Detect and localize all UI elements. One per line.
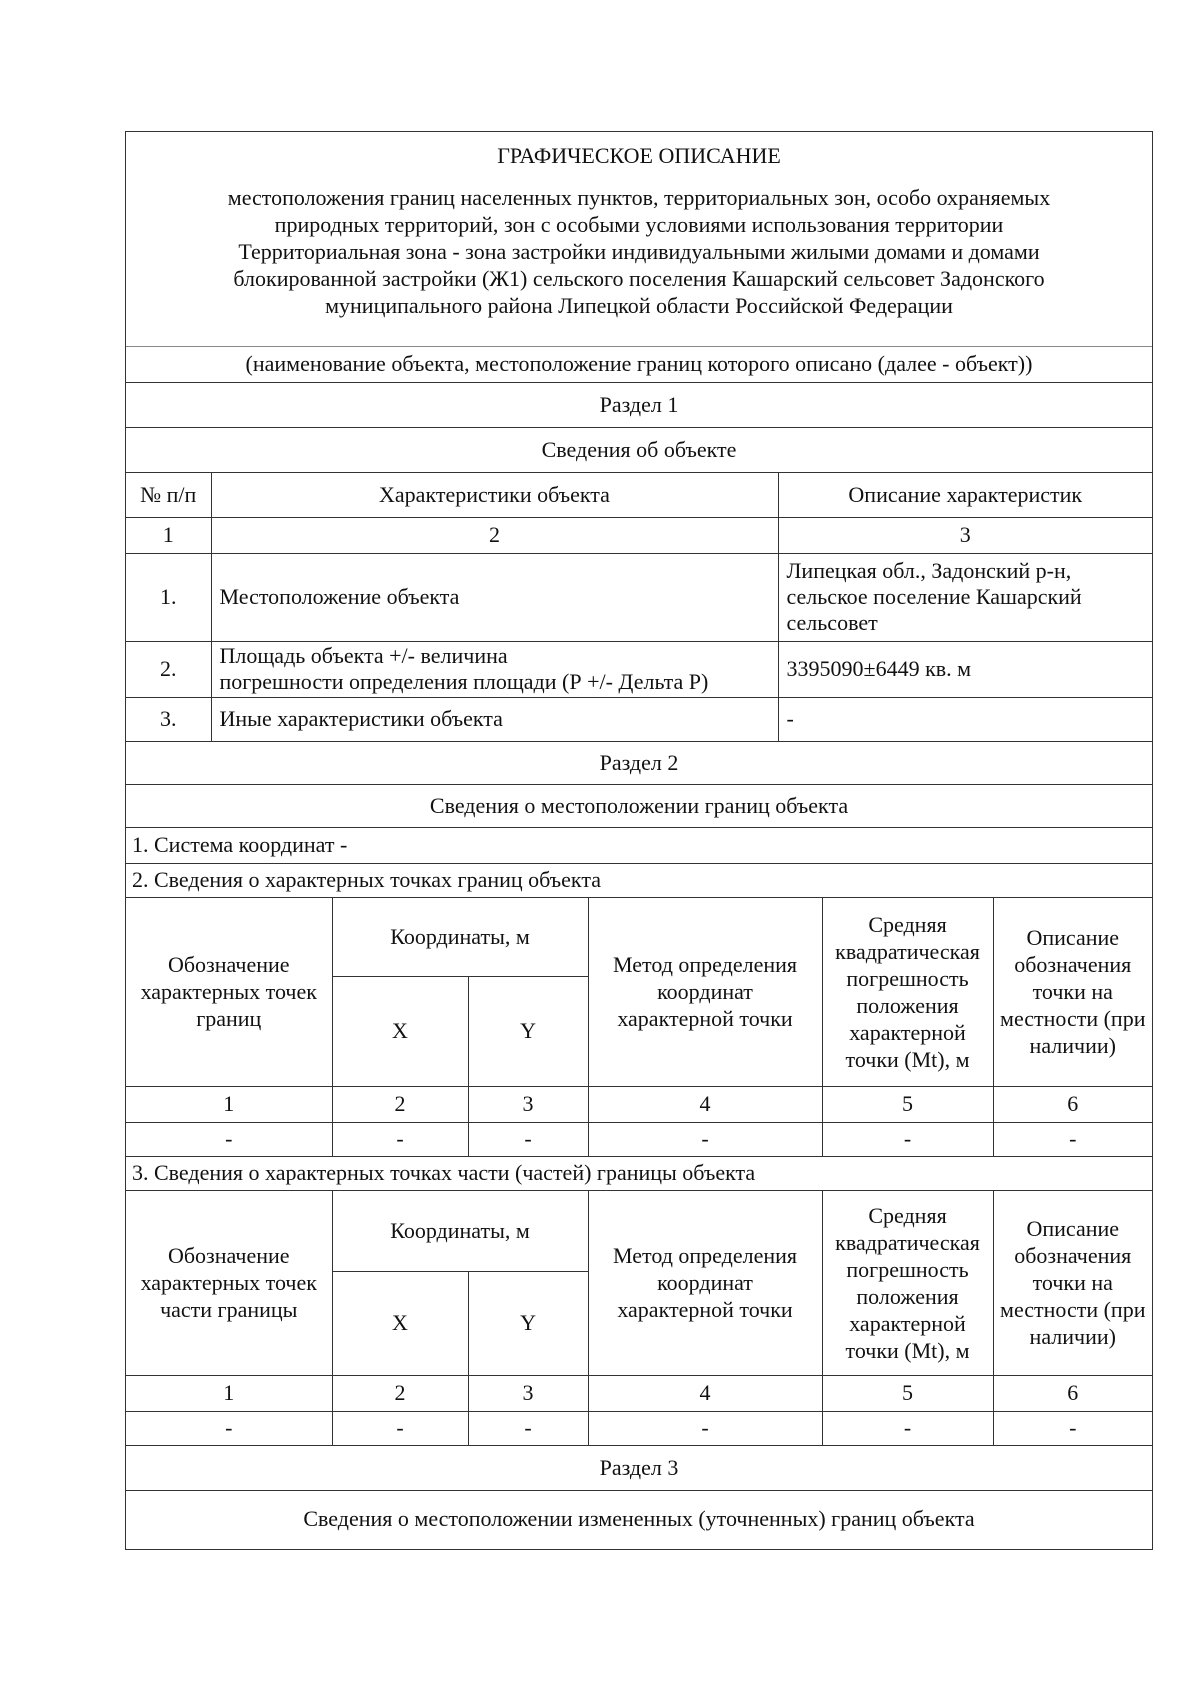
table-cell: - bbox=[588, 1122, 822, 1156]
header-y: Y bbox=[468, 976, 588, 1086]
object-info-table-wrap bbox=[126, 473, 1152, 742]
table-cell: - bbox=[126, 1411, 332, 1445]
column-number: 2 bbox=[332, 1375, 468, 1411]
header-point-location-description: Описание обозначения точки на местности (при наличии) bbox=[993, 898, 1152, 1086]
header-coordinates: Координаты, м bbox=[332, 1191, 588, 1271]
column-number: 3 bbox=[778, 517, 1152, 553]
column-number: 5 bbox=[822, 1375, 993, 1411]
table-cell: - bbox=[993, 1411, 1152, 1445]
object-description-line: Территориальная зона - зона застройки индивидуальными жилыми домами и домами bbox=[238, 239, 1040, 264]
section-3-title: Раздел 3 bbox=[126, 1446, 1152, 1491]
table-row bbox=[126, 1122, 1152, 1156]
column-number: 5 bbox=[822, 1086, 993, 1122]
header-mean-square-error: Средняя квадратическая погрешность положения характерной точки (Mt), м bbox=[822, 898, 993, 1086]
table-cell: - bbox=[468, 1122, 588, 1156]
table-cell: - bbox=[588, 1411, 822, 1445]
characteristic-value: 3395090±6449 кв. м bbox=[778, 641, 1152, 697]
column-number: 3 bbox=[468, 1375, 588, 1411]
table-cell: - bbox=[332, 1411, 468, 1445]
row-number: 3. bbox=[126, 697, 211, 741]
header-point-designation: Обозначение характерных точек границ bbox=[126, 898, 332, 1086]
header-number: № п/п bbox=[126, 473, 211, 517]
characteristic-value bbox=[778, 553, 1152, 641]
header-part-point-designation: Обозначение характерных точек части границы bbox=[126, 1191, 332, 1375]
header-point-location-description: Описание обозначения точки на местности (при наличии) bbox=[993, 1191, 1152, 1375]
column-number: 2 bbox=[332, 1086, 468, 1122]
header-method: Метод определения координат характерной точки bbox=[588, 898, 822, 1086]
points-title: 2. Сведения о характерных точках границ объекта bbox=[126, 864, 1152, 898]
table-cell: - bbox=[126, 1122, 332, 1156]
table-cell: - bbox=[993, 1122, 1152, 1156]
graphic-description-document bbox=[125, 131, 1153, 1550]
value-line: сельское поселение Кашарский bbox=[786, 584, 1082, 609]
section-2-title: Раздел 2 bbox=[126, 742, 1152, 785]
object-caption: (наименование объекта, местоположение границ которого описано (далее - объект)) bbox=[126, 347, 1152, 383]
column-number: 2 bbox=[211, 517, 778, 553]
name-line: погрешности определения площади (Р +/- Дельта Р) bbox=[219, 669, 709, 694]
column-number: 6 bbox=[993, 1086, 1152, 1122]
object-description-line: муниципального района Липецкой области Российской Федерации bbox=[325, 293, 953, 318]
parts-table-wrap bbox=[126, 1191, 1152, 1446]
characteristic-name: Местоположение объекта bbox=[211, 553, 778, 641]
value-line: Липецкая обл., Задонский р-н, bbox=[786, 558, 1072, 583]
header-characteristics: Характеристики объекта bbox=[211, 473, 778, 517]
table-cell: - bbox=[332, 1122, 468, 1156]
header-description: Описание характеристик bbox=[778, 473, 1152, 517]
header-y: Y bbox=[468, 1271, 588, 1375]
header-coordinates: Координаты, м bbox=[332, 898, 588, 976]
header-x: X bbox=[332, 1271, 468, 1375]
object-info-table bbox=[126, 473, 1152, 741]
column-number: 6 bbox=[993, 1375, 1152, 1411]
points-table-wrap bbox=[126, 898, 1152, 1157]
row-number: 1. bbox=[126, 553, 211, 641]
object-description-line: блокированной застройки (Ж1) сельского поселения Кашарский сельсовет Задонского bbox=[233, 266, 1045, 291]
object-description-line: природных территорий, зон с особыми условиями использования территории bbox=[274, 212, 1004, 237]
column-number: 1 bbox=[126, 1086, 332, 1122]
section-1-subtitle: Сведения об объекте bbox=[126, 428, 1152, 473]
name-line: Площадь объекта +/- величина bbox=[219, 643, 508, 668]
coordinate-system: 1. Система координат - bbox=[126, 828, 1152, 864]
characteristic-value: - bbox=[778, 697, 1152, 741]
table-row bbox=[126, 641, 1152, 697]
points-table bbox=[126, 898, 1152, 1156]
object-description bbox=[126, 184, 1152, 319]
header-x: X bbox=[332, 976, 468, 1086]
section-2-subtitle: Сведения о местоположении границ объекта bbox=[126, 785, 1152, 828]
section-3-subtitle: Сведения о местоположении измененных (уточненных) границ объекта bbox=[303, 1506, 975, 1531]
table-cell: - bbox=[822, 1122, 993, 1156]
column-number: 3 bbox=[468, 1086, 588, 1122]
parts-title: 3. Сведения о характерных точках части (частей) границы объекта bbox=[126, 1157, 1152, 1191]
row-number: 2. bbox=[126, 641, 211, 697]
column-number: 4 bbox=[588, 1375, 822, 1411]
parts-table bbox=[126, 1191, 1152, 1445]
header-mean-square-error: Средняя квадратическая погрешность положения характерной точки (Mt), м bbox=[822, 1191, 993, 1375]
characteristic-name: Иные характеристики объекта bbox=[211, 697, 778, 741]
section-1-title: Раздел 1 bbox=[126, 383, 1152, 428]
header-method: Метод определения координат характерной точки bbox=[588, 1191, 822, 1375]
table-cell: - bbox=[822, 1411, 993, 1445]
column-number: 1 bbox=[126, 1375, 332, 1411]
document-title: ГРАФИЧЕСКОЕ ОПИСАНИЕ bbox=[497, 143, 781, 168]
column-number: 4 bbox=[588, 1086, 822, 1122]
table-cell: - bbox=[468, 1411, 588, 1445]
document-header bbox=[126, 132, 1152, 347]
object-description-line: местоположения границ населенных пунктов, территориальных зон, особо охраняемых bbox=[227, 185, 1051, 210]
table-row bbox=[126, 697, 1152, 741]
column-number: 1 bbox=[126, 517, 211, 553]
table-row bbox=[126, 553, 1152, 641]
table-row bbox=[126, 1411, 1152, 1445]
characteristic-name bbox=[211, 641, 778, 697]
value-line: сельсовет bbox=[786, 610, 878, 635]
